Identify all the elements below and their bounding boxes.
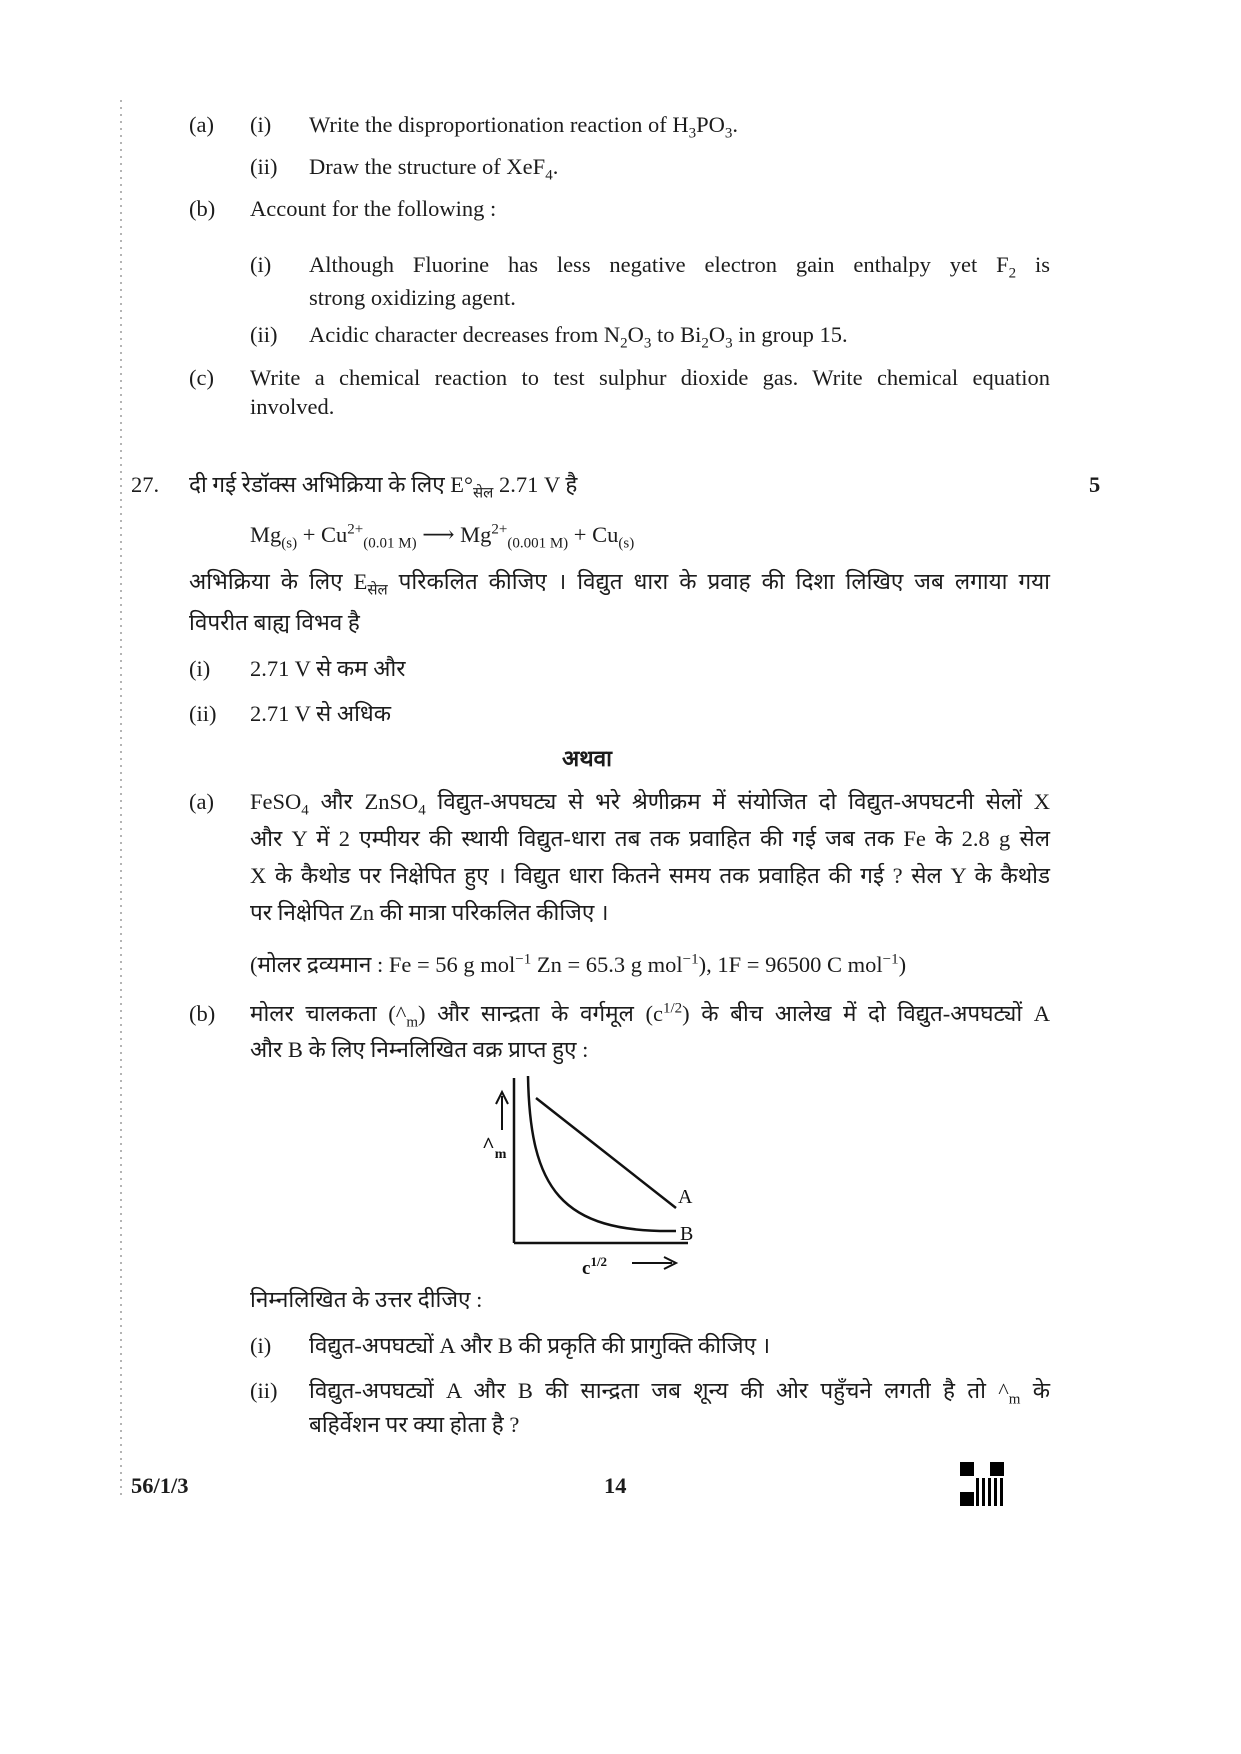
curve-b-label: B [680, 1223, 694, 1245]
q27-sub-i-label: (i) [250, 1333, 272, 1358]
q27-a-line1: FeSO$_4$ और ZnSO$_4$ विद्युत-अपघट्य से भरे श्रेणीक्रम में संयोजित दो विद्युत-अपघटनी सेलों X [250, 789, 1050, 819]
q26-b-label: (b) [189, 196, 216, 221]
curve-a-label: A [678, 1186, 693, 1208]
q27-equation: $Mg_{(s)} + Cu^{2+}_{(0.01 M)}$ ⟶ $Mg^{2+}_{(0.001 M)} + Cu_{(s)}$ [250, 521, 635, 552]
y-axis-label: $\^{}_m$ [482, 1132, 507, 1162]
q26-c-line1: Write a chemical reaction to test sulphur dioxide gas. Write chemical equation [250, 365, 1050, 390]
q27-number: 27. [131, 472, 160, 497]
q27-a-line3: X के कैथोड पर निक्षेपित हुए । विद्युत धारा कितने समय तक प्रवाहित की गई ? सेल Y के कैथोड [250, 863, 1050, 888]
q27-opt-i: 2.71 V से कम और [250, 656, 406, 681]
q27-opt-i-label: (i) [189, 656, 211, 681]
footer-page-number: 14 [604, 1473, 627, 1498]
q26-a-i-text: Write the disproportionation reaction of $H_3PO_3$. [309, 112, 739, 142]
q27-intro: दी गई रेडॉक्स अभिक्रिया के लिए $E^\circ_{सेल}$ 2.71 V है [189, 472, 578, 502]
q26-a-ii-label: (ii) [250, 154, 278, 179]
q26-a-label: (a) [189, 112, 214, 137]
q26-b-i-line1: Although Fluorine has less negative electron gain enthalpy yet $F_2$ is [309, 252, 1050, 282]
q27-molar-masses: (मोलर द्रव्यमान : Fe = 56 g mol$^{-1}$ Zn = 65.3 g mol$^{-1}$), 1F = 96500 C mol$^{-1}$) [250, 951, 907, 977]
q26-b-text: Account for the following : [250, 196, 497, 221]
q27-marks: 5 [1089, 472, 1101, 497]
q27-answer-prompt: निम्नलिखित के उत्तर दीजिए : [250, 1287, 483, 1312]
conductivity-graph [470, 1068, 730, 1283]
q26-a-i-label: (i) [250, 112, 272, 137]
q26-b-ii-label: (ii) [250, 322, 278, 347]
curve-b [528, 1076, 676, 1231]
reaction-arrow-icon: ⟶ [422, 522, 455, 547]
q26-b-i-label: (i) [250, 252, 272, 277]
q26-a-ii-text: Draw the structure of XeF$_4$. [309, 154, 559, 184]
q27-sub-ii-line1: विद्युत-अपघट्यों A और B की सान्द्रता जब शून्य की ओर पहुँचने लगती है तो $\^{}_m$ के [309, 1378, 1051, 1408]
q27-sub-ii-line2: बहिर्वेशन पर क्या होता है ? [309, 1412, 520, 1437]
q27-a-line2: और Y में 2 एम्पीयर की स्थायी विद्युत-धारा तब तक प्रवाहित की गई जब तक Fe के 2.8 g सेल [250, 826, 1050, 851]
curve-a [536, 1098, 676, 1208]
q27-question-line2: विपरीत बाह्य विभव है [189, 610, 360, 635]
q27-sub-i: विद्युत-अपघट्यों A और B की प्रकृति की प्रागुक्ति कीजिए । [309, 1333, 771, 1358]
q27-question-line1: अभिक्रिया के लिए $E_{सेल}$ परिकलित कीजिए । विद्युत धारा के प्रवाह की दिशा लिखिए जब लगाया गया [189, 569, 1050, 599]
footer-paper-code: 56/1/3 [131, 1473, 189, 1498]
q27-opt-ii-label: (ii) [189, 701, 217, 726]
q27-a-label: (a) [189, 789, 214, 814]
q26-c-line2: involved. [250, 394, 335, 419]
q27-b-line2: और B के लिए निम्नलिखित वक्र प्राप्त हुए : [250, 1037, 589, 1062]
or-divider: अथवा [562, 746, 612, 771]
q27-sub-ii-label: (ii) [250, 1378, 278, 1403]
q26-c-label: (c) [189, 365, 214, 390]
q27-b-line1: मोलर चालकता $(\^{}_m)$ और सान्द्रता के वर्गमूल $(c^{1/2})$ के बीच आलेख में दो विद्युत-अपघट्यों A [250, 1000, 1051, 1031]
x-axis-label: $c^{1/2}$ [582, 1254, 608, 1279]
q26-b-i-line2: strong oxidizing agent. [309, 285, 516, 310]
q27-b-label: (b) [189, 1001, 216, 1026]
q27-opt-ii: 2.71 V से अधिक [250, 701, 392, 726]
margin-perforation [120, 100, 122, 1500]
qr-code-icon [960, 1462, 1004, 1506]
q27-a-line4: पर निक्षेपित Zn की मात्रा परिकलित कीजिए । [250, 900, 609, 925]
q26-b-ii-text: Acidic character decreases from $N_2O_3$ to $Bi_2O_3$ in group 15. [309, 322, 848, 352]
